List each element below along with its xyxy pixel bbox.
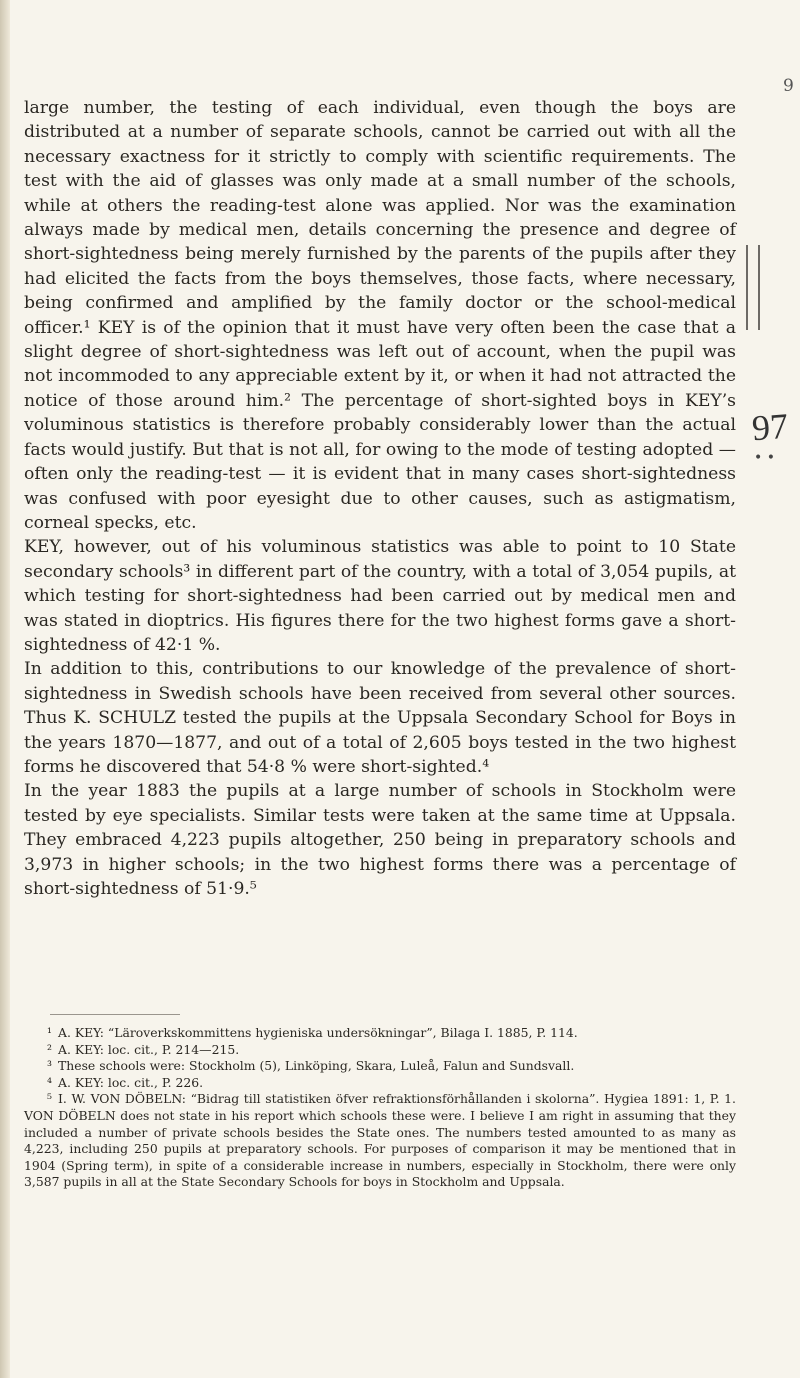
- paragraph-3: In addition to this, contributions to our knowledge of the prevalence of short-sightedness in Swedish schools have been received from several other sources. Thus K. SCHULZ tested the pupils at the Uppsala Secondary School for Boys in the years 1870—1877, and out of a total of 2,605 boys tested in the two highest forms he discovered that 54·8 % were short-sighted.⁴: [24, 659, 736, 777]
- margin-dots: • •: [754, 450, 775, 466]
- footnote-4: ⁴ A. KEY: loc. cit., P. 226.: [47, 1074, 204, 1090]
- margin-annotation: 97: [750, 405, 790, 449]
- paragraph-1: large number, the testing of each individual, even though the boys are distributed at a number of separate schools, cannot be carried out with all the necessary exactness for it strictly to comply with scientific requirements. The test with the aid of glasses was only made at a small number of the schools, while at others the reading-test alone was applied. Nor was the examination always made by medical men, details concerning the presence and degree of short-sightedness being merely furnished by the parents of the pupils after they had elicited the facts from the boys themselves, those facts, where necessary, being confirmed and amplified by the family doctor or the school-medical officer.¹ KEY is of the opinion that it must have very often been the case that a slight degree of short-sightedness was left out of account, when the pupil was not incommoded to any appreciable extent by it, or when it had not attracted the notice of those around him.² The percentage of short-sighted boys in KEY’s voluminous statistics is therefore probably considerably lower than the actual facts would justify. But that is not all, for owing to the mode of testing adopted — often only the reading-test — it is evident that in many cases short-sightedness was confused with poor eyesight due to other causes, such as astigmatism, corneal specks, etc.: [24, 98, 736, 533]
- paragraph-4: In the year 1883 the pupils at a large number of schools in Stockholm were tested by eye specialists. Similar tests were taken at the same time at Uppsala. They embraced 4,223 pupils altogether, 250 being in preparatory schools and 3,973 in higher schools; in the two highest forms there was a percentage of short-sightedness of 51·9.⁵: [24, 781, 736, 899]
- margin-bracket-lines: [744, 245, 764, 330]
- body-text: [24, 96, 736, 901]
- page-number: 9: [783, 76, 794, 96]
- footnote-3: ³ These schools were: Stockholm (5), Linköping, Skara, Luleå, Falun and Sundsvall.: [47, 1058, 575, 1074]
- footnote-5: ⁵ I. W. VON DÖBELN: “Bidrag till statistiken öfver refraktionsförhållanden i skolorna”. Hygiea 1891: 1, P. 1. VON DÖBELN does not state in his report which schools these were. I believe I am right in assuming that they included a number of private schools besides the State ones. The numbers tested amounted to as many as 4,223, including 250 pupils at preparatory schools. For purposes of comparison it may be mentioned that in 1904 (Spring term), in spite of a considerable increase in numbers, especially in Stockholm, there were only 3,587 pupils in all at the State Secondary Schools for boys in Stockholm and Uppsala.: [24, 1091, 736, 1190]
- page-edge: [0, 0, 10, 1378]
- footnote-1: ¹ A. KEY: “Läroverkskommittens hygieniska undersökningar”, Bilaga I. 1885, P. 114.: [47, 1025, 578, 1040]
- footnotes: [24, 1025, 736, 1191]
- footnote-divider: [50, 1014, 180, 1015]
- footnote-2: ² A. KEY: loc. cit., P. 214—215.: [47, 1041, 240, 1057]
- paragraph-2: KEY, however, out of his voluminous statistics was able to point to 10 State secondary schools³ in different part of the country, with a total of 3,054 pupils, at which testing for short-sightedness had been carried out by medical men and was stated in dioptrics. His figures there for the two highest forms gave a short-sightedness of 42·1 %.: [24, 537, 736, 655]
